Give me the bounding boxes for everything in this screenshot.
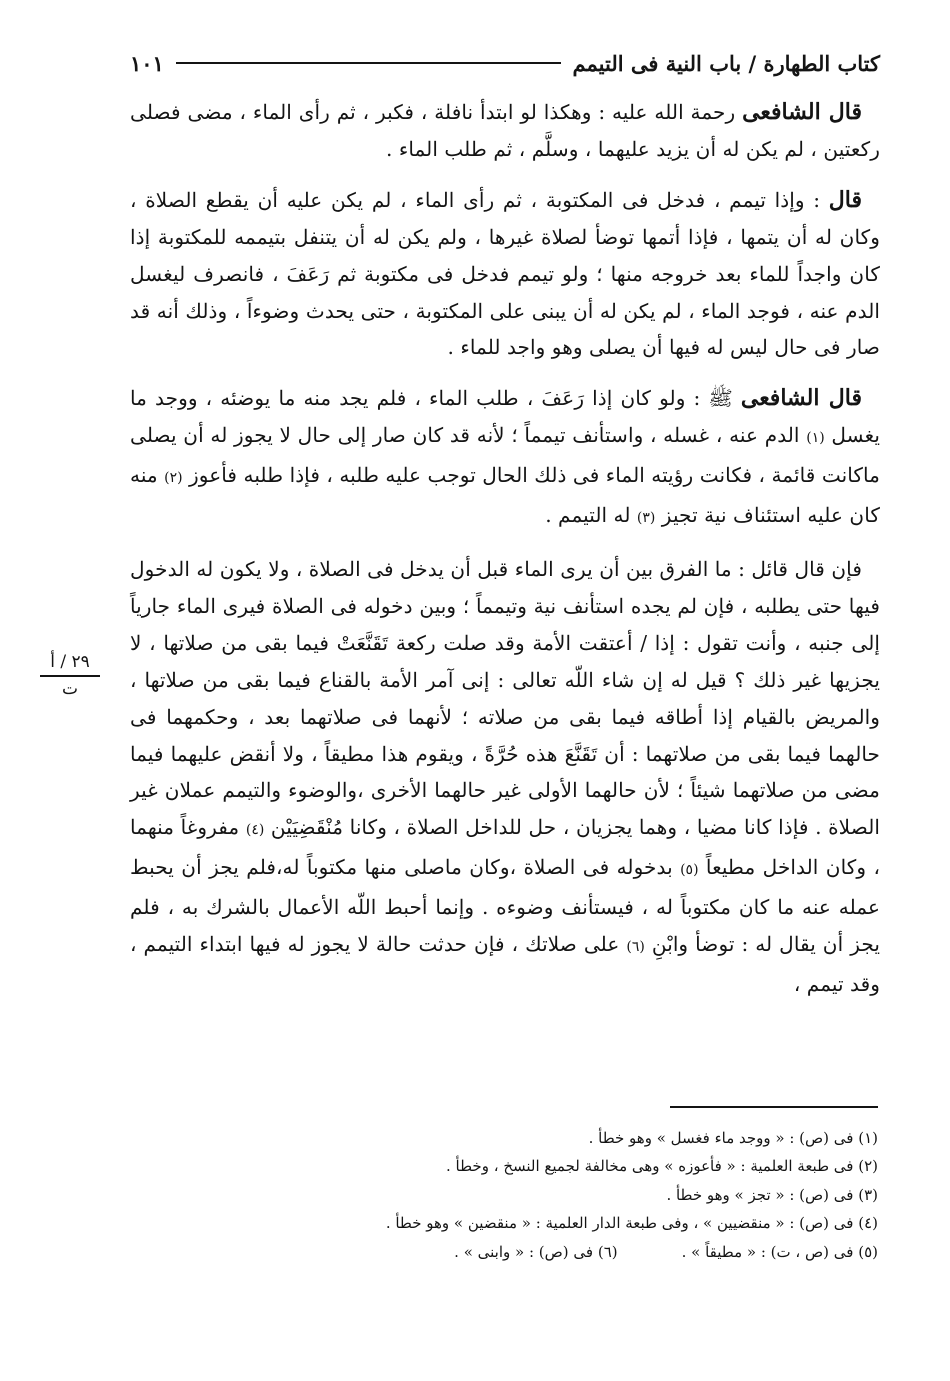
paragraph-3-text-b: الدم عنه ، غسله ، واستأنف تيمماً ؛ لأنه قد كان صار إلى حال لا يجوز له أن يصلى ماكانت قائمة ، فكانت رؤيته الماء فى ذلك الحال توجب عليه طلبه ، فإذا طلبه فأعوز <box>130 423 880 488</box>
paragraph-3-text-a: : ولو كان إذا رَعَفَ ، طلب الماء ، فلم يجد منه ما يوضئه ، ووجد ما يغسل <box>130 386 881 448</box>
header-rule <box>176 62 561 64</box>
footnote-ref-1: (١) <box>806 430 825 447</box>
margin-note-siglum: ت <box>61 679 78 699</box>
paragraph-4-text-b: مفروغاً منهما ، وكان الداخل مطيعاً <box>130 815 880 880</box>
paragraph-3-lead: قال الشافعى <box>740 385 862 412</box>
paragraph-2-lead: قال <box>828 186 862 213</box>
footnote-1: (١) فى (ص) : « ووجد ماء فغسل » وهو خطأ . <box>588 1129 878 1147</box>
footnote-2: (٢) فى طبعة العلمية : « فأعوزه » وهى مخالفة لجميع النسخ ، وخطأ . <box>446 1157 878 1176</box>
header-title: كتاب الطهارة / باب النية فى التيمم <box>572 50 880 76</box>
paragraph-3-honorific: ﷺ <box>708 386 741 411</box>
paragraph-3 <box>130 380 880 537</box>
manuscript-margin-note <box>40 652 100 699</box>
running-header <box>130 40 880 86</box>
paragraph-3-text-c: منه كان عليه استئناف نية تجيز <box>130 463 880 528</box>
footnote-6: (٦) فى (ص) : « وابنى » . <box>454 1242 618 1261</box>
footnote-4: (٤) فى (ص) : « منقضيين » ، وفى طبعة الدار العلمية : « منقضين » وهو خطأ . <box>385 1214 878 1233</box>
page-number: ١٠١ <box>130 50 164 76</box>
paragraph-1-text: رحمة الله عليه : وهكذا لو ابتدأ نافلة ، فكبر ، ثم رأى الماء ، مضى فصلى ركعتين ، لم يكن له أن يزيد عليهما ، وسلَّم ، ثم طلب الماء . <box>130 100 880 161</box>
footnote-row-5-6 <box>300 1238 878 1266</box>
footnotes <box>300 1124 878 1266</box>
footnote-ref-6: (٦) <box>626 939 645 956</box>
footnote-ref-4: (٤) <box>245 822 265 839</box>
paragraph-3-text-d: له التيمم . <box>545 503 637 528</box>
main-text <box>130 94 880 1003</box>
margin-note-folio: ٢٩ / أ <box>50 652 90 672</box>
paragraph-2 <box>130 182 880 367</box>
margin-note-rule <box>40 675 100 677</box>
paragraph-4-text-c: بدخوله فى الصلاة ،وكان ماصلى منها مكتوباً له،فلم يجز أن يحبط عمله عنه ما كان مكتوباً له ، فيستأنف وضوءه . وإنما أحبط اللّه الأعمال بالشرك به ، فلم يجز أن يقال له : توضأ وابْنِ <box>130 855 881 957</box>
footnote-5: (٥) فى (ص ، ت) : « مطيقاً » . <box>681 1242 878 1261</box>
footnote-ref-5: (٥) <box>680 862 699 879</box>
footnote-ref-3: (٣) <box>636 510 656 527</box>
footnote-ref-2: (٢) <box>164 470 183 487</box>
paragraph-1 <box>130 94 880 168</box>
footnote-separator <box>670 1106 878 1108</box>
paragraph-4-text-d: على صلاتك ، فإن حدثت حالة لا يجوز له فيها ابتداء التيمم ، وقد تيمم ، <box>130 932 880 996</box>
paragraph-4-text-a: فإن قال قائل : ما الفرق بين أن يرى الماء قبل أن يدخل فى الصلاة ، ولا يكون له الدخول فيها حتى يطلبه ، فإن لم يجده استأنف نية وتيمماً ؛ وبين دخوله فى الصلاة فيرى الماء جارياً إلى جنبه ، وأنت تقول : إذا / أعتقت الأمة وقد صلت ركعة تَقَنَّعَتْ فيما بقى من صلاتها ، لا يجزيها غير ذلك ؟ قيل له إن شاء اللّه تعالى : إنى آمر الأمة بالقناع فيما بقى من صلاتها ، والمريض بالقيام إذا أطاقه فيما بقى من صلاته ؛ لأنهما فى صلاتهما بعد ، وحكمهما فى حالهما فيما بقى من صلاتهما : أن تَقَنَّعَ هذه حُرَّةً ، ويقوم هذا مطيقاً ، ولا أنقض عليهما فيما مضى من صلاتهما شيئاً ؛ لأن حالهما الأولى غير حالهما الأخرى ،والوضوء والتيمم عملان غير الصلاة . فإذا كانا مضيا ، وهما يجزيان ، حل للداخل الصلاة ، وكانا مُنْقَضِيَيْن <box>130 556 880 840</box>
paragraph-4 <box>130 551 880 1003</box>
paragraph-1-lead: قال الشافعى <box>742 99 862 125</box>
paragraph-2-text: : وإذا تيمم ، فدخل فى المكتوبة ، ثم رأى الماء ، لم يكن عليه أن يقطع الصلاة ، وكان له أن يتمها ، فإذا أتمها توضأ لصلاة غيرها ، ولم يكن له أن يتنفل بتيممه للمكتوبة إذا كان واجداً للماء بعد خروجه منها ؛ ولو تيمم فدخل فى مكتوبة ثم رَعَفَ ، فانصرف ليغسل الدم عنه ، فوجد الماء ، لم يكن له أن يبنى على المكتوبة ، حتى يحدث وضوءاً ، وذلك أنه قد صار فى حال ليس له فيها أن يصلى وهو واجد للماء . <box>130 187 880 360</box>
footnote-3: (٣) فى (ص) : « تجز » وهو خطأ . <box>666 1185 878 1204</box>
